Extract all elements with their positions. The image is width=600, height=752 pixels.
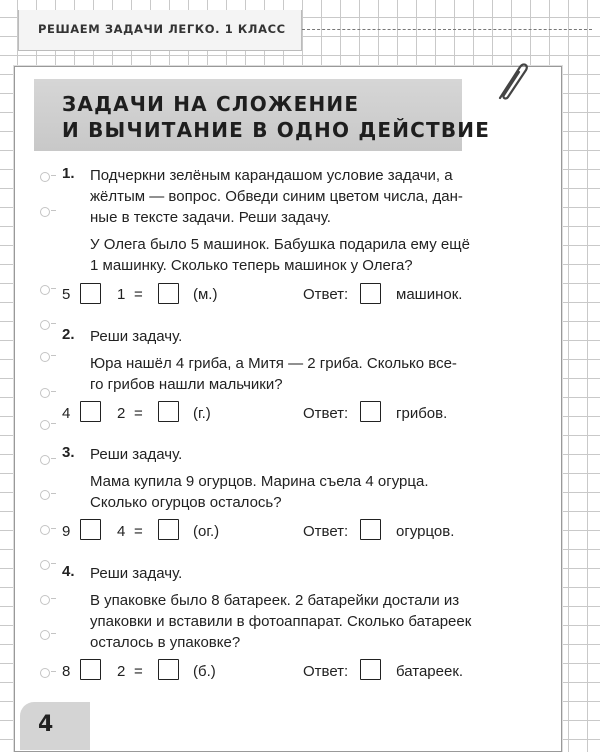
binder-hole xyxy=(40,420,50,430)
task-number: 4. xyxy=(62,563,75,580)
binder-hole xyxy=(40,455,50,465)
task-instruction-line: Реши задачу. xyxy=(90,446,183,463)
problem-text-line: 1 машинку. Сколько теперь машинок у Олега? xyxy=(90,257,413,274)
unit-label: (ог.) xyxy=(193,523,220,540)
answer-label: Ответ: xyxy=(303,405,349,422)
equation-operand: 9 xyxy=(62,523,71,540)
answer-label: Ответ: xyxy=(303,523,349,540)
result-answer-box[interactable] xyxy=(158,659,179,680)
task-instruction-line: Подчеркни зелёным карандашом условие задачи, а xyxy=(90,167,453,184)
binder-hole xyxy=(40,352,50,362)
problem-text-line: Юра нашёл 4 гриба, а Митя — 2 гриба. Сколько все- xyxy=(90,355,457,372)
header-dashed-line xyxy=(302,29,592,30)
result-answer-box[interactable] xyxy=(158,401,179,422)
operator-answer-box[interactable] xyxy=(80,659,101,680)
final-answer-box[interactable] xyxy=(360,283,381,304)
binder-hole xyxy=(40,388,50,398)
page-number-tab xyxy=(20,702,90,750)
problem-text-line: упаковки и вставили в фотоаппарат. Сколько батареек xyxy=(90,613,472,630)
final-answer-box[interactable] xyxy=(360,401,381,422)
task-number: 3. xyxy=(62,444,75,461)
equation-operand: 2 xyxy=(117,405,126,422)
answer-word: машинок. xyxy=(396,286,463,303)
binder-hole xyxy=(40,207,50,217)
equals-sign: = xyxy=(134,405,143,422)
binder-hole xyxy=(40,630,50,640)
unit-label: (м.) xyxy=(193,286,218,303)
result-answer-box[interactable] xyxy=(158,283,179,304)
unit-label: (г.) xyxy=(193,405,211,422)
answer-word: грибов. xyxy=(396,405,448,422)
paperclip-icon xyxy=(488,58,530,106)
problem-text-line: В упаковке было 8 батареек. 2 батарейки достали из xyxy=(90,592,460,609)
binder-hole xyxy=(40,595,50,605)
answer-label: Ответ: xyxy=(303,663,349,680)
binder-hole xyxy=(40,490,50,500)
equals-sign: = xyxy=(134,286,143,303)
equation-operand: 4 xyxy=(117,523,126,540)
title-line-1: ЗАДАЧИ НА СЛОЖЕНИЕ xyxy=(62,92,360,116)
equation-operand: 5 xyxy=(62,286,71,303)
equation-operand: 2 xyxy=(117,663,126,680)
unit-label: (б.) xyxy=(193,663,216,680)
final-answer-box[interactable] xyxy=(360,519,381,540)
answer-word: батареек. xyxy=(396,663,464,680)
task-instruction-line: ные в тексте задачи. Реши задачу. xyxy=(90,209,331,226)
task-number: 2. xyxy=(62,326,75,343)
page-number: 4 xyxy=(38,712,54,737)
problem-text-line: Сколько огурцов осталось? xyxy=(90,494,282,511)
equation-operand: 1 xyxy=(117,286,126,303)
operator-answer-box[interactable] xyxy=(80,401,101,422)
binder-hole xyxy=(40,320,50,330)
equals-sign: = xyxy=(134,663,143,680)
task-number: 1. xyxy=(62,165,75,182)
result-answer-box[interactable] xyxy=(158,519,179,540)
binder-hole xyxy=(40,285,50,295)
operator-answer-box[interactable] xyxy=(80,519,101,540)
problem-text-line: Мама купила 9 огурцов. Марина съела 4 огурца. xyxy=(90,473,429,490)
book-header: РЕШАЕМ ЗАДАЧИ ЛЕГКО. 1 КЛАСС xyxy=(38,22,286,36)
problem-text-line: У Олега было 5 машинок. Бабушка подарила ему ещё xyxy=(90,236,470,253)
title-line-2: И ВЫЧИТАНИЕ В ОДНО ДЕЙСТВИЕ xyxy=(62,118,491,142)
problem-text-line: осталось в упаковке? xyxy=(90,634,241,651)
task-instruction-line: Реши задачу. xyxy=(90,328,183,345)
problem-text-line: го грибов нашли мальчики? xyxy=(90,376,283,393)
binder-hole xyxy=(40,668,50,678)
answer-label: Ответ: xyxy=(303,286,349,303)
task-instruction-line: Реши задачу. xyxy=(90,565,183,582)
equals-sign: = xyxy=(134,523,143,540)
final-answer-box[interactable] xyxy=(360,659,381,680)
equation-operand: 8 xyxy=(62,663,71,680)
binder-hole xyxy=(40,525,50,535)
operator-answer-box[interactable] xyxy=(80,283,101,304)
binder-hole xyxy=(40,172,50,182)
answer-word: огурцов. xyxy=(396,523,455,540)
binder-hole xyxy=(40,560,50,570)
equation-operand: 4 xyxy=(62,405,71,422)
task-instruction-line: жёлтым — вопрос. Обведи синим цветом числа, дан- xyxy=(90,188,463,205)
